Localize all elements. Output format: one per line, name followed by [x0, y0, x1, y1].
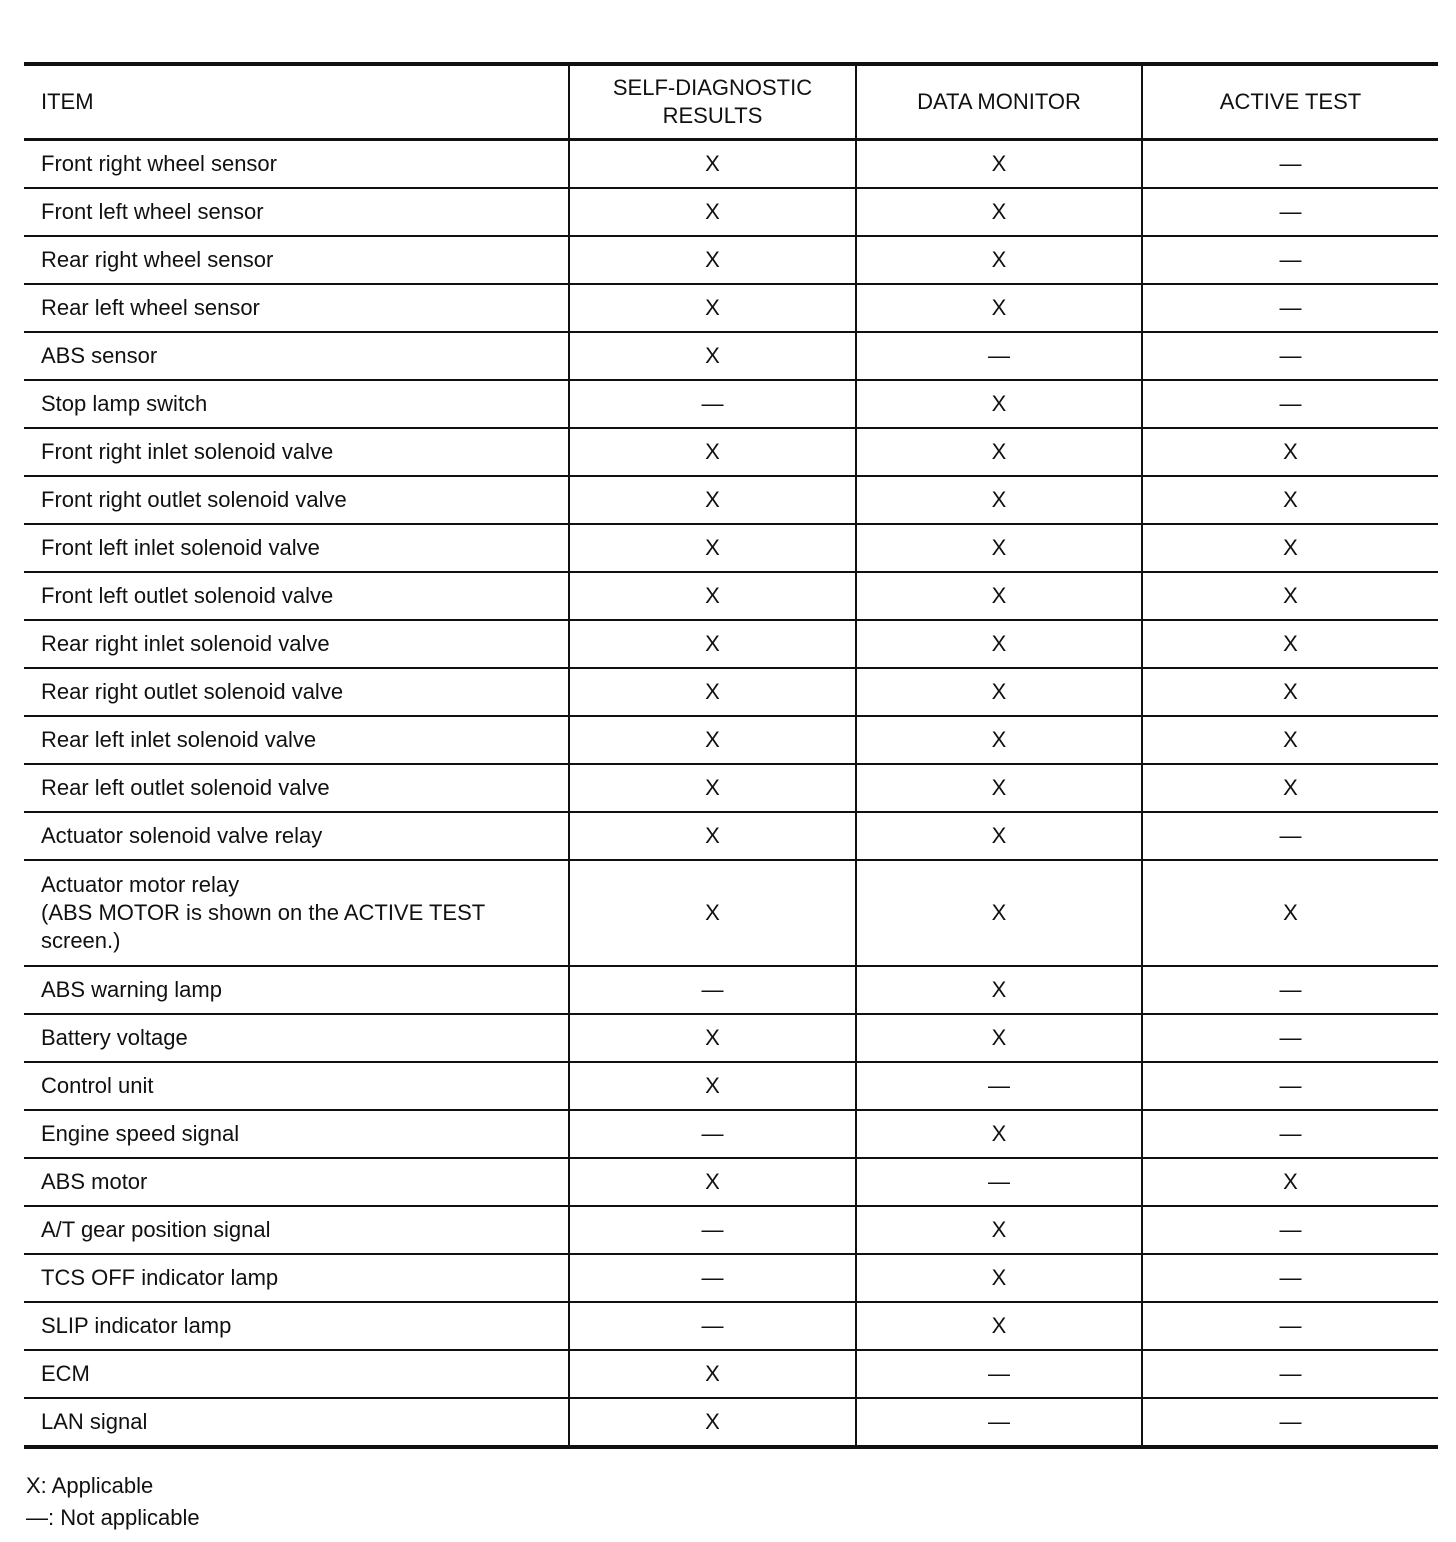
cell-active-test [1142, 1158, 1438, 1206]
cell-data-monitor [856, 236, 1142, 284]
cell-item [24, 380, 569, 428]
cell-item [24, 860, 569, 966]
cell-data-monitor [856, 188, 1142, 236]
cell-item [24, 1014, 569, 1062]
applicability-mark: X [705, 151, 720, 176]
cell-active-test [1142, 1062, 1438, 1110]
cell-self-diagnostic [569, 476, 856, 524]
cell-self-diagnostic [569, 284, 856, 332]
applicability-mark: — [701, 1121, 724, 1146]
cell-item-text: Rear left outlet solenoid valve [41, 775, 330, 800]
applicability-mark: — [1279, 343, 1302, 368]
cell-active-test [1142, 1206, 1438, 1254]
cell-item [24, 1206, 569, 1254]
cell-self-diagnostic [569, 860, 856, 966]
applicability-mark: X [705, 727, 720, 752]
cell-item-text: TCS OFF indicator lamp [41, 1265, 279, 1290]
applicability-mark: — [701, 977, 724, 1002]
cell-data-monitor [856, 764, 1142, 812]
table-row [24, 572, 1438, 620]
cell-active-test [1142, 140, 1438, 189]
cell-active-test [1142, 966, 1438, 1014]
cell-item-text: LAN signal [41, 1409, 148, 1434]
cell-data-monitor [856, 966, 1142, 1014]
cell-data-monitor [856, 380, 1142, 428]
legend-applicable: X: Applicable [26, 1473, 154, 1498]
cell-data-monitor [856, 1062, 1142, 1110]
cell-item-text: Rear left wheel sensor [41, 295, 260, 320]
applicability-mark: — [1279, 1121, 1302, 1146]
cell-active-test [1142, 236, 1438, 284]
table-row [24, 188, 1438, 236]
cell-data-monitor [856, 1110, 1142, 1158]
table-row [24, 860, 1438, 966]
cell-item-text: Stop lamp switch [41, 391, 208, 416]
cell-item-text: ABS sensor [41, 343, 158, 368]
applicability-mark: X [705, 1361, 720, 1386]
cell-active-test [1142, 716, 1438, 764]
applicability-mark: — [1279, 823, 1302, 848]
cell-item [24, 1302, 569, 1350]
applicability-mark: X [705, 900, 720, 925]
applicability-mark: — [1279, 1361, 1302, 1386]
applicability-mark: X [991, 295, 1007, 320]
cell-active-test [1142, 668, 1438, 716]
cell-item-text: Rear right wheel sensor [41, 247, 274, 272]
cell-self-diagnostic [569, 572, 856, 620]
cell-item-text: Rear right inlet solenoid valve [41, 631, 330, 656]
cell-self-diagnostic [569, 188, 856, 236]
cell-item [24, 332, 569, 380]
cell-self-diagnostic [569, 428, 856, 476]
applicability-mark: — [1279, 151, 1302, 176]
cell-active-test [1142, 764, 1438, 812]
table-row [24, 284, 1438, 332]
applicability-mark: — [1279, 1073, 1302, 1098]
applicability-mark: — [701, 1313, 724, 1338]
applicability-mark: — [1279, 1217, 1302, 1242]
header-self-diagnostic-results [569, 64, 856, 140]
applicability-mark: X [705, 631, 720, 656]
applicability-mark: — [1279, 1313, 1302, 1338]
cell-active-test [1142, 812, 1438, 860]
cell-item-text: Control unit [41, 1073, 154, 1098]
cell-item-text: Battery voltage [41, 1025, 188, 1050]
applicability-mark: — [988, 1361, 1010, 1386]
cell-item [24, 1254, 569, 1302]
table-row [24, 620, 1438, 668]
cell-data-monitor [856, 1254, 1142, 1302]
table-header-row [24, 64, 1438, 140]
cell-self-diagnostic [569, 1014, 856, 1062]
cell-item [24, 572, 569, 620]
cell-item-text: screen.) [41, 928, 121, 953]
applicability-mark: X [991, 1265, 1007, 1290]
applicability-mark: X [1283, 679, 1298, 704]
applicability-mark: X [1283, 775, 1298, 800]
applicability-mark: X [705, 583, 720, 608]
cell-data-monitor [856, 1158, 1142, 1206]
applicability-mark: X [1283, 631, 1298, 656]
cell-item-text: A/T gear position signal [41, 1217, 271, 1242]
cell-data-monitor [856, 1014, 1142, 1062]
applicability-mark: X [991, 439, 1007, 464]
cell-self-diagnostic [569, 1254, 856, 1302]
applicability-mark: — [701, 1217, 724, 1242]
legend-not-applicable: —: Not applicable [26, 1505, 200, 1530]
cell-item-text: Rear left inlet solenoid valve [41, 727, 317, 752]
applicability-mark: — [988, 1073, 1010, 1098]
cell-active-test [1142, 284, 1438, 332]
applicability-mark: — [988, 1409, 1010, 1434]
cell-self-diagnostic [569, 1206, 856, 1254]
table-row [24, 1254, 1438, 1302]
cell-item-text: Rear right outlet solenoid valve [41, 679, 344, 704]
table-row [24, 140, 1438, 189]
applicability-mark: X [705, 439, 720, 464]
cell-item-text: Front right outlet solenoid valve [41, 487, 347, 512]
cell-data-monitor [856, 1206, 1142, 1254]
applicability-mark: X [991, 199, 1007, 224]
applicability-mark: X [991, 900, 1007, 925]
table-row [24, 1206, 1438, 1254]
cell-data-monitor [856, 620, 1142, 668]
applicability-mark: X [1283, 1169, 1298, 1194]
applicability-mark: X [705, 1169, 720, 1194]
cell-active-test [1142, 860, 1438, 966]
applicability-mark: X [705, 199, 720, 224]
cell-item [24, 188, 569, 236]
table-row [24, 524, 1438, 572]
cell-item-text: Engine speed signal [41, 1121, 240, 1146]
applicability-mark: X [991, 583, 1007, 608]
cell-self-diagnostic [569, 1350, 856, 1398]
applicability-mark: — [1279, 199, 1302, 224]
applicability-mark: X [991, 631, 1007, 656]
cell-active-test [1142, 572, 1438, 620]
cell-self-diagnostic [569, 1398, 856, 1447]
applicability-mark: — [1279, 977, 1302, 1002]
table-row [24, 1014, 1438, 1062]
cell-item-text: Front right wheel sensor [41, 151, 277, 176]
applicability-mark: — [1279, 1409, 1302, 1434]
cell-item [24, 764, 569, 812]
cell-data-monitor [856, 1398, 1142, 1447]
cell-active-test [1142, 1398, 1438, 1447]
applicability-mark: X [991, 151, 1007, 176]
cell-self-diagnostic [569, 620, 856, 668]
applicability-mark: X [991, 977, 1007, 1002]
table-row [24, 380, 1438, 428]
cell-item [24, 524, 569, 572]
applicability-mark: — [701, 391, 724, 416]
cell-item [24, 1350, 569, 1398]
cell-item [24, 1110, 569, 1158]
cell-data-monitor [856, 284, 1142, 332]
applicability-mark: — [1279, 247, 1302, 272]
table-row [24, 236, 1438, 284]
cell-self-diagnostic [569, 1302, 856, 1350]
cell-active-test [1142, 476, 1438, 524]
applicability-mark: X [705, 487, 720, 512]
applicability-mark: X [991, 775, 1007, 800]
table-row [24, 668, 1438, 716]
cell-item [24, 966, 569, 1014]
cell-self-diagnostic [569, 812, 856, 860]
cell-data-monitor [856, 1302, 1142, 1350]
table-row [24, 428, 1438, 476]
table-row [24, 1398, 1438, 1447]
cell-data-monitor [856, 668, 1142, 716]
applicability-mark: — [1279, 1025, 1302, 1050]
table-row [24, 476, 1438, 524]
applicability-mark: X [991, 1121, 1007, 1146]
cell-data-monitor [856, 332, 1142, 380]
applicability-mark: — [1279, 391, 1302, 416]
cell-item-text: Front left inlet solenoid valve [41, 535, 320, 560]
cell-active-test [1142, 1302, 1438, 1350]
cell-item [24, 284, 569, 332]
table-row [24, 966, 1438, 1014]
cell-item [24, 428, 569, 476]
cell-item-text: Front left wheel sensor [41, 199, 264, 224]
applicability-mark: X [1283, 727, 1298, 752]
cell-self-diagnostic [569, 1110, 856, 1158]
applicability-mark: X [1283, 583, 1298, 608]
applicability-mark: — [1279, 1265, 1302, 1290]
cell-active-test [1142, 620, 1438, 668]
cell-item [24, 476, 569, 524]
cell-self-diagnostic [569, 668, 856, 716]
cell-item [24, 1398, 569, 1447]
cell-data-monitor [856, 860, 1142, 966]
applicability-mark: X [705, 247, 720, 272]
table-row [24, 1062, 1438, 1110]
applicability-mark: X [705, 295, 720, 320]
cell-item-text: Actuator solenoid valve relay [41, 823, 323, 848]
cell-item-text: Front left outlet solenoid valve [41, 583, 334, 608]
applicability-mark: X [1283, 487, 1298, 512]
cell-data-monitor [856, 428, 1142, 476]
applicability-mark: X [1283, 535, 1298, 560]
header-self-diagnostic-line-1: SELF-DIAGNOSTIC [612, 75, 813, 100]
table-body [24, 140, 1438, 1448]
diagnosis-function-table [24, 62, 1438, 1449]
table-row [24, 812, 1438, 860]
cell-active-test [1142, 188, 1438, 236]
cell-data-monitor [856, 812, 1142, 860]
applicability-mark: X [991, 487, 1007, 512]
cell-item-text: Front right inlet solenoid valve [41, 439, 334, 464]
applicability-mark: X [1283, 900, 1298, 925]
applicability-mark: X [705, 823, 720, 848]
table-row [24, 1302, 1438, 1350]
header-self-diagnostic-line-2: RESULTS [662, 103, 763, 128]
cell-data-monitor [856, 524, 1142, 572]
cell-item [24, 716, 569, 764]
cell-item [24, 1158, 569, 1206]
cell-active-test [1142, 1254, 1438, 1302]
cell-item-text: ABS warning lamp [41, 977, 222, 1002]
table-row [24, 1350, 1438, 1398]
cell-active-test [1142, 332, 1438, 380]
cell-active-test [1142, 524, 1438, 572]
cell-self-diagnostic [569, 524, 856, 572]
cell-data-monitor [856, 1350, 1142, 1398]
cell-item [24, 812, 569, 860]
applicability-mark: — [1279, 295, 1302, 320]
cell-active-test [1142, 1014, 1438, 1062]
cell-item-text: Actuator motor relay [41, 872, 240, 897]
cell-self-diagnostic [569, 716, 856, 764]
applicability-mark: X [991, 247, 1007, 272]
cell-self-diagnostic [569, 236, 856, 284]
applicability-mark: — [701, 1265, 724, 1290]
table-row [24, 764, 1438, 812]
table-row [24, 1110, 1438, 1158]
applicability-mark: X [991, 679, 1007, 704]
applicability-mark: X [991, 1217, 1007, 1242]
cell-data-monitor [856, 140, 1142, 189]
cell-self-diagnostic [569, 1062, 856, 1110]
applicability-mark: — [988, 1169, 1010, 1194]
cell-data-monitor [856, 572, 1142, 620]
cell-self-diagnostic [569, 140, 856, 189]
cell-item [24, 668, 569, 716]
applicability-mark: X [705, 1025, 720, 1050]
cell-item [24, 236, 569, 284]
header-item: ITEM [41, 89, 94, 114]
applicability-mark: X [991, 1313, 1007, 1338]
cell-self-diagnostic [569, 1158, 856, 1206]
cell-self-diagnostic [569, 332, 856, 380]
cell-self-diagnostic [569, 380, 856, 428]
cell-active-test [1142, 1110, 1438, 1158]
cell-item [24, 620, 569, 668]
applicability-mark: X [991, 727, 1007, 752]
cell-item-text: ECM [41, 1361, 90, 1386]
applicability-mark: — [988, 343, 1010, 368]
applicability-mark: X [705, 535, 720, 560]
cell-item [24, 1062, 569, 1110]
applicability-mark: X [705, 1409, 720, 1434]
cell-active-test [1142, 380, 1438, 428]
applicability-mark: X [705, 1073, 720, 1098]
table-row [24, 1158, 1438, 1206]
cell-self-diagnostic [569, 764, 856, 812]
table-row [24, 332, 1438, 380]
legend [26, 1470, 200, 1534]
cell-item-text: SLIP indicator lamp [41, 1313, 232, 1338]
applicability-mark: X [705, 679, 720, 704]
applicability-mark: X [991, 823, 1007, 848]
applicability-mark: X [705, 343, 720, 368]
applicability-mark: X [991, 1025, 1007, 1050]
header-active-test: ACTIVE TEST [1142, 64, 1438, 140]
cell-active-test [1142, 1350, 1438, 1398]
cell-data-monitor [856, 716, 1142, 764]
applicability-mark: X [991, 535, 1007, 560]
cell-item [24, 140, 569, 189]
applicability-mark: X [1283, 439, 1298, 464]
applicability-mark: X [705, 775, 720, 800]
header-data-monitor: DATA MONITOR [856, 64, 1142, 140]
applicability-mark: X [991, 391, 1007, 416]
cell-item-text: ABS motor [41, 1169, 148, 1194]
cell-self-diagnostic [569, 966, 856, 1014]
cell-active-test [1142, 428, 1438, 476]
table-row [24, 716, 1438, 764]
cell-item-text: (ABS MOTOR is shown on the ACTIVE TEST [41, 900, 486, 925]
cell-data-monitor [856, 476, 1142, 524]
